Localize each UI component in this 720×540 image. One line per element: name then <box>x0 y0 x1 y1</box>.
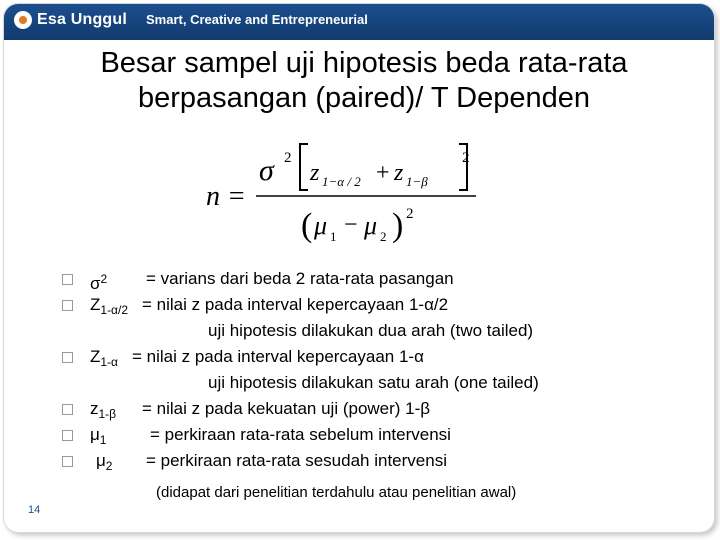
list-item <box>62 292 702 318</box>
bullet-icon <box>62 430 73 441</box>
list-item <box>62 448 702 474</box>
item-subscript: 1-β <box>98 407 117 421</box>
slide-frame <box>4 4 714 532</box>
item-symbol: σ <box>90 274 101 293</box>
svg-text:(: ( <box>301 207 313 244</box>
logo-icon <box>14 11 32 29</box>
formula-mu2: μ <box>364 211 378 240</box>
formula-z2: z <box>394 160 404 186</box>
definition-list <box>62 266 702 474</box>
formula-den-sq: 2 <box>406 206 414 222</box>
list-item <box>62 422 702 448</box>
item-subscript: 1-α <box>100 355 118 369</box>
list-item <box>62 344 702 370</box>
item-continuation: uji hipotesis dilakukan satu arah (one tailed) <box>208 373 539 392</box>
bullet-icon <box>62 456 73 467</box>
item-description: = perkiraan rata-rata sebelum intervensi <box>150 425 451 444</box>
formula-mu2-sub: 2 <box>380 229 387 244</box>
item-description: = nilai z pada interval kepercayaan 1-α <box>132 347 424 366</box>
slide-title: Besar sampel uji hipotesis beda rata-rata berpasangan (paired)/ T Dependen <box>100 47 628 114</box>
item-subscript: 2 <box>105 459 113 473</box>
formula-lhs: n = <box>206 181 246 212</box>
item-subscript: 1 <box>99 433 107 447</box>
formula-minus: − <box>344 212 358 238</box>
bullet-icon <box>62 404 73 415</box>
bullet-icon <box>62 352 73 363</box>
item-symbol: Z <box>90 347 101 366</box>
formula-bracket-sq: 2 <box>462 150 470 166</box>
item-symbol: μ <box>96 451 106 470</box>
tagline: Smart, Creative and Entrepreneurial <box>146 12 368 27</box>
item-description: = nilai z pada interval kepercayaan 1-α/2 <box>142 295 449 314</box>
logo <box>14 11 127 29</box>
svg-text:): ) <box>392 207 404 244</box>
formula-plus: + <box>376 160 390 186</box>
formula-mu1-sub: 1 <box>330 229 337 244</box>
formula-z1: z <box>310 160 320 186</box>
formula-z1-sub: 1−α / 2 <box>322 174 361 189</box>
logo-text: Esa Unggul <box>37 11 128 28</box>
item-symbol: z <box>90 399 99 418</box>
item-superscript: 2 <box>100 272 108 286</box>
list-item <box>62 396 702 422</box>
bullet-icon <box>62 300 73 311</box>
item-continuation: uji hipotesis dilakukan dua arah (two tailed) <box>208 321 534 340</box>
source-note: (didapat dari penelitian terdahulu atau penelitian awal) <box>156 484 517 501</box>
bullet-icon <box>62 274 73 285</box>
sample-size-formula <box>204 142 494 252</box>
page-number: 14 <box>28 504 41 516</box>
item-description: = nilai z pada kekuatan uji (power) 1-β <box>142 399 431 418</box>
item-subscript: 1-α/2 <box>100 303 129 317</box>
item-symbol: μ <box>90 425 100 444</box>
list-item <box>62 266 702 292</box>
formula-z2-sub: 1−β <box>406 174 428 189</box>
list-item-continuation <box>62 318 702 344</box>
formula-mu1: μ <box>314 211 328 240</box>
header-bar <box>4 4 714 40</box>
formula-sigma: σ <box>259 154 274 187</box>
formula-sigma-sq: 2 <box>284 150 292 166</box>
item-description: = perkiraan rata-rata sesudah intervensi <box>146 451 447 470</box>
list-item-continuation <box>62 370 702 396</box>
item-symbol: Z <box>90 295 101 314</box>
item-description: = varians dari beda 2 rata-rata pasangan <box>146 269 454 288</box>
